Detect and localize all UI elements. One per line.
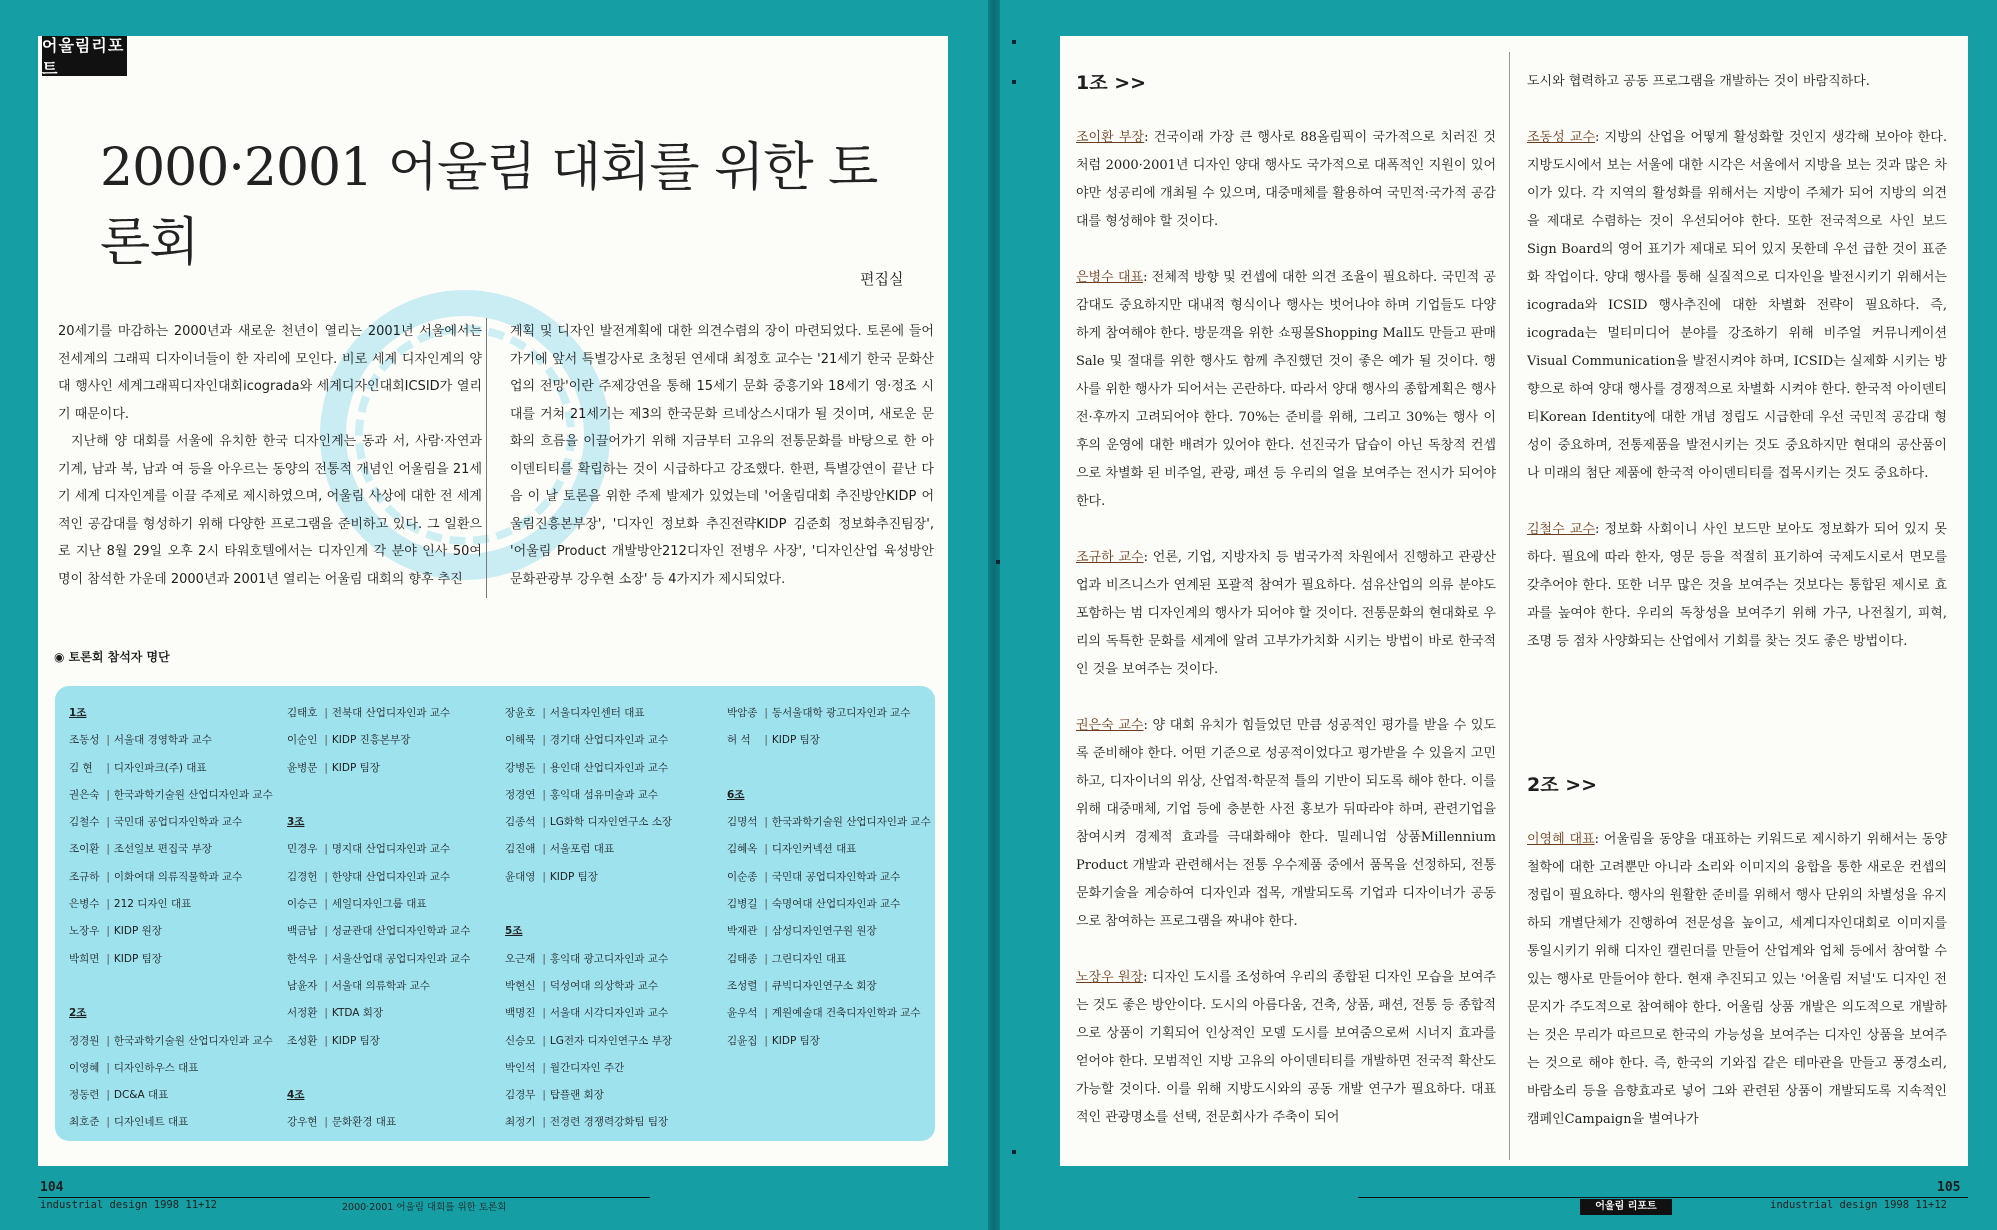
speaker-remark: : 언론, 기업, 지방자치 등 범국가적 차원에서 진행하고 관광산업과 비즈니스가 연계된 포괄적 참여가 필요하다. 섬유산업의 의류 분야도 포함하는 범 디자인계의 행사가 되어야 할 것이다. 전통문화의 현대화로 우리의 독특한 문화를 세계에 알려 고부가가치화 시키는 방법이 바로 한국적인 것을 보여주는 것이다. (1076, 550, 1496, 677)
speaker-name: 조규하 교수 (1076, 550, 1144, 565)
speaker-remark: : 건국이래 가장 큰 행사로 88올림픽이 국가적으로 치러진 것처럼 2000·2001년 디자인 양대 행사도 국가적으로 대폭적인 지원이 있어야만 성공리에 개최될 수 있으며, 대중매체를 활용하여 국민적·국가적 공감대를 형성해야 할 것이다. (1076, 130, 1496, 229)
participant-roster (55, 686, 935, 1141)
speaker-name: 노장우 원장 (1076, 970, 1144, 985)
roster-entry (69, 946, 273, 973)
separator: | (103, 843, 110, 856)
footer-magazine: industrial design 1998 11+12 (40, 1199, 218, 1211)
separator: | (761, 925, 768, 938)
speaker-remark: : 전체적 방향 및 컨셉에 대한 의견 조율이 필요하다. 국민적 공감대도 중요하지만 대내적 형식이나 행사는 벗어나야 하며 기업들도 다양하게 참여해야 한다. 방문객을 위한 쇼핑몰Shopping Mall도 만들고 판매Sale 및 절대를 위한 행사도 함께 추진했던 것이 좋은 예가 될 것이다. 행사를 위한 행사가 되어서는 곤란하다. 따라서 양대 행사의 종합계획은 행사 전·후까지 고려되어야 한다. 70%는 준비를 위해, 그리고 30%는 행사 이후의 운영에 대한 배려가 있어야 한다. 선진국가 답습이 아닌 독창적 컨셉으로 차별화 된 비주얼, 관광, 패션 등 우리의 얼을 보여주는 전시가 되어야 한다. (1076, 270, 1496, 509)
roster-entry (727, 973, 931, 1000)
speaker-name: 조동성 교수 (1527, 130, 1596, 145)
participant-affiliation: 그린디자인 대표 (771, 952, 847, 965)
separator: | (321, 925, 328, 938)
section-tag: 어울림리포트 (42, 36, 127, 76)
separator: | (761, 870, 768, 883)
participant-name: 이승근 (287, 898, 318, 911)
separator: | (103, 816, 110, 829)
discussion-entry (1076, 964, 1496, 1132)
separator: | (761, 816, 768, 829)
roster-entry (505, 782, 672, 809)
roster-entry (287, 891, 470, 918)
participant-name: 박암종 (727, 707, 758, 719)
participant-name: 이순인 (287, 734, 318, 747)
participant-affiliation: 홍익대 광고디자인과 교수 (549, 952, 669, 965)
discussion-column-2 (1527, 68, 1947, 684)
group-label: 6조 (727, 788, 745, 801)
footer-rule (1358, 1197, 1968, 1198)
separator: | (103, 788, 110, 801)
separator: | (761, 1007, 768, 1020)
participant-affiliation: 전북대 산업디자인과 교수 (331, 707, 451, 719)
participant-affiliation: 숙명여대 산업디자인과 교수 (771, 898, 901, 911)
participant-name: 민경우 (287, 843, 318, 856)
participant-affiliation: LG화학 디자인연구소 소장 (549, 816, 672, 829)
separator: | (539, 788, 546, 801)
speaker-remark: : 어울림을 동양을 대표하는 키워드로 제시하기 위해서는 동양 철학에 대한 고려뿐만 아니라 소리와 이미지의 융합을 통한 새로운 컨셉의 정립이 필요하다. 행사의 원활한 준비를 위해서 행사 단위의 차별성을 유지하되 개별단체가 진행하여 전문성을 높이고, 세계디자인대회로 이미지를 통일시키기 위해 디자인 캘린더를 만들어 산업계와 업체 등에서 참여할 수 있는 행사로 만들어야 한다. 현재 추진되고 있는 '어울림 저널'도 디자인 전문지가 주도적으로 참여해야 한다. 어울림 상품 개발은 의도적으로 개발하는 것은 무리가 따르므로 한국의 가능성을 보여주는 디자인 상품을 보여주는 것으로 해야 한다. 즉, 한국의 기와집 같은 테마관을 만들고 풍경소리, 바람소리 등을 음향효과로 넣어 그와 관련된 상품이 개발되도록 지속적인 캠페인Campaign을 벌여나가 (1527, 832, 1947, 1127)
roster-entry (69, 1055, 273, 1082)
roster-entry (505, 1000, 672, 1027)
footer-section-label: 어울림 리포트 (1580, 1199, 1672, 1215)
participant-name: 김 현 (69, 761, 93, 774)
roster-entry (69, 755, 273, 782)
participant-name: 김윤집 (727, 1034, 758, 1047)
discussion-entry (1076, 544, 1496, 684)
discussion-entry (1527, 516, 1947, 656)
roster-entry (727, 1000, 931, 1027)
participant-affiliation: 국민대 공업디자인학과 교수 (113, 816, 243, 829)
separator: | (539, 734, 546, 747)
roster-entry (727, 836, 931, 863)
roster-column (69, 700, 273, 1137)
binding-mark (1012, 80, 1016, 84)
participant-name: 김태종 (727, 952, 758, 965)
roster-entry (69, 836, 273, 863)
participant-affiliation: 한국과학기술원 산업디자인과 교수 (771, 816, 931, 829)
participant-affiliation: DC&A 대표 (113, 1089, 169, 1102)
participant-name: 최정기 (505, 1116, 536, 1129)
separator: | (321, 843, 328, 856)
roster-entry (69, 809, 273, 836)
participant-name: 한석우 (287, 952, 318, 965)
separator: | (103, 952, 110, 965)
participant-name: 조동성 (69, 734, 100, 747)
participant-name: 신승모 (505, 1034, 536, 1047)
roster-spacer (287, 1055, 470, 1082)
column-divider (1509, 52, 1510, 1160)
binding-mark (1012, 40, 1016, 44)
participant-name: 정경원 (69, 1034, 100, 1047)
participant-name: 백명진 (505, 1007, 536, 1020)
participant-name: 오근재 (505, 952, 536, 965)
separator: | (321, 1116, 328, 1129)
group-label: 1조 (69, 707, 87, 719)
discussion-entry (1076, 264, 1496, 516)
participant-name: 정경연 (505, 788, 536, 801)
separator: | (321, 898, 328, 911)
roster-entry (287, 918, 470, 945)
roster-column (287, 700, 470, 1137)
participant-name: 윤병문 (287, 761, 318, 774)
roster-entry (505, 1028, 672, 1055)
separator: | (103, 1061, 110, 1074)
participant-affiliation: 용인대 산업디자인과 교수 (549, 761, 669, 774)
roster-heading: ◉ 토론회 참석자 명단 (54, 650, 170, 664)
footer-article-title: 2000·2001 어울림 대회를 위한 토론회 (342, 1202, 507, 1213)
group-1-heading: 1조 >> (1076, 72, 1147, 94)
separator: | (103, 1089, 110, 1102)
participant-name: 허 석 (727, 734, 751, 747)
roster-entry (505, 946, 672, 973)
separator: | (761, 979, 768, 992)
participant-name: 김병길 (727, 898, 758, 911)
intro-paragraph: 20세기를 마감하는 2000년과 새로운 천년이 열리는 2001년 서울에서는 전세계의 그래픽 디자이너들이 한 자리에 모인다. 비로 세계 디자인계의 양대 행사인 세계그래픽디자인대회icograda와 세계디자인대회ICSID가 열리기 때문이다. (58, 324, 482, 422)
roster-entry (287, 1028, 470, 1055)
roster-entry (69, 1109, 273, 1136)
participant-name: 이해묵 (505, 734, 536, 747)
participant-name: 박희면 (69, 952, 100, 965)
participant-affiliation: 서울대 경영학과 교수 (113, 734, 212, 747)
roster-entry (727, 946, 931, 973)
roster-entry (69, 782, 273, 809)
speaker-remark: 도시와 협력하고 공동 프로그램을 개발하는 것이 바람직하다. (1527, 74, 1870, 89)
separator: | (539, 1116, 546, 1129)
roster-entry (727, 700, 931, 727)
participant-name: 김명석 (727, 816, 758, 829)
participant-affiliation: 한국과학기술원 산업디자인과 교수 (113, 1034, 273, 1047)
participant-affiliation: 서울디자인센터 대표 (549, 707, 645, 719)
participant-affiliation: 디자인네트 대표 (113, 1116, 189, 1129)
participant-name: 남윤자 (287, 979, 318, 992)
discussion-entry (1527, 124, 1947, 488)
binding-mark (1012, 1150, 1016, 1154)
participant-affiliation: 세일디자인그룹 대표 (331, 898, 427, 911)
roster-entry (505, 836, 672, 863)
participant-name: 은병수 (69, 898, 100, 911)
participant-name: 김태호 (287, 707, 318, 719)
roster-group-label (69, 1000, 273, 1027)
participant-name: 박재관 (727, 925, 758, 938)
participant-affiliation: 서울대 의류학과 교수 (331, 979, 430, 992)
participant-name: 조이환 (69, 843, 100, 856)
participant-affiliation: 이화여대 의류직물학과 교수 (113, 870, 243, 883)
roster-entry (727, 809, 931, 836)
participant-affiliation: 212 디자인 대표 (113, 898, 192, 911)
participant-affiliation: 덕성여대 의상학과 교수 (549, 979, 658, 992)
roster-entry (69, 1028, 273, 1055)
roster-spacer (505, 891, 672, 918)
separator: | (321, 979, 328, 992)
participant-affiliation: KIDP 팀장 (549, 870, 598, 883)
separator: | (761, 952, 768, 965)
group-label: 3조 (287, 816, 305, 829)
participant-affiliation: 전경련 경쟁력강화팀 팀장 (549, 1116, 669, 1129)
roster-entry (287, 836, 470, 863)
separator: | (539, 870, 546, 883)
participant-name: 김혜옥 (727, 843, 758, 856)
discussion-entry (1527, 826, 1947, 1134)
roster-entry (287, 864, 470, 891)
discussion-column-1 (1076, 124, 1496, 1160)
page-title: 2000·2001 어울림 대회를 위한 토론회 (100, 138, 878, 273)
participant-affiliation: 디자인하우스 대표 (113, 1061, 199, 1074)
roster-column (727, 700, 931, 1055)
participant-name: 김철수 (69, 816, 100, 829)
roster-entry (505, 1055, 672, 1082)
group-label: 4조 (287, 1089, 305, 1102)
participant-name: 최호준 (69, 1116, 100, 1129)
separator: | (761, 1034, 768, 1047)
participant-affiliation: 명지대 산업디자인과 교수 (331, 843, 451, 856)
separator: | (539, 707, 546, 719)
participant-name: 조성렬 (727, 979, 758, 992)
speaker-name: 이영혜 대표 (1527, 832, 1595, 847)
participant-affiliation: 성균관대 산업디자인학과 교수 (331, 925, 471, 938)
roster-entry (505, 1082, 672, 1109)
participant-affiliation: 서울산업대 공업디자인과 교수 (331, 952, 471, 965)
roster-entry (69, 891, 273, 918)
discussion-entry (1527, 68, 1947, 96)
participant-affiliation: 계원예술대 건축디자인학과 교수 (771, 1007, 921, 1020)
roster-entry (69, 864, 273, 891)
speaker-remark: : 디자인 도시를 조성하여 우리의 종합된 디자인 모습을 보여주는 것도 좋은 방안이다. 도시의 아름다움, 건축, 상품, 패션, 전통 등 종합적으로 상품이 기획되어 인상적인 모델 도시를 보여줌으로써 시너지 효과를 얻어야 한다. 모범적인 지방 고유의 아이덴티티를 개발하면 전국적 확산도 가능할 것이다. 이를 위해 지방도시와의 공동 개발 연구가 필요하다. 대표적인 관광명소를 선택, 전문회사가 주축이 되어 (1076, 970, 1496, 1125)
participant-affiliation: 큐빅디자인연구소 회장 (771, 979, 877, 992)
participant-affiliation: LG전자 디자인연구소 부장 (549, 1034, 672, 1047)
separator: | (321, 734, 328, 747)
participant-affiliation: 한국과학기술원 산업디자인과 교수 (113, 788, 273, 801)
participant-name: 조성환 (287, 1034, 318, 1047)
roster-entry (727, 1028, 931, 1055)
separator: | (761, 843, 768, 856)
participant-name: 조규하 (69, 870, 100, 883)
participant-name: 김종석 (505, 816, 536, 829)
roster-group-label (505, 918, 672, 945)
separator: | (539, 761, 546, 774)
participant-name: 김경무 (505, 1089, 536, 1102)
roster-entry (505, 864, 672, 891)
separator: | (761, 734, 768, 747)
participant-name: 백금남 (287, 925, 318, 938)
roster-entry (287, 1000, 470, 1027)
participant-affiliation: 삼성디자인연구원 원장 (771, 925, 877, 938)
participant-affiliation: 한양대 산업디자인과 교수 (331, 870, 451, 883)
group-label: 2조 (69, 1007, 87, 1020)
participant-name: 강우현 (287, 1116, 318, 1129)
separator: | (103, 1034, 110, 1047)
roster-group-label (69, 700, 273, 727)
page-number: 104 (40, 1180, 64, 1195)
discussion-entry (1076, 124, 1496, 236)
book-gutter (988, 0, 1000, 1230)
intro-column-2 (510, 318, 934, 593)
participant-affiliation: 경기대 산업디자인과 교수 (549, 734, 669, 747)
roster-entry (727, 864, 931, 891)
intro-paragraph: 지난해 양 대회를 서울에 유치한 한국 디자인계는 동과 서, 사람·자연과 기계, 남과 북, 남과 여 등을 아우르는 동양의 전통적 개념인 어울림을 21세기 세계 디자인계를 이끌 주제로 제시하였으며, 어울림 사상에 대한 전 세계적인 공감대를 형성하기 위해 다양한 프로그램을 준비하고 있다. 그 일환으로 지난 8월 29일 오후 2시 타워호텔에서는 디자인계 각 분야 인사 50여 명이 참석한 가운데 2000년과 2001년 열리는 어울림 대회의 향후 추진 (58, 434, 482, 587)
roster-spacer (727, 755, 931, 782)
separator: | (539, 1007, 546, 1020)
group-2-heading: 2조 >> (1527, 774, 1598, 796)
roster-entry (287, 727, 470, 754)
separator: | (103, 761, 110, 774)
separator: | (321, 1034, 328, 1047)
roster-entry (287, 946, 470, 973)
footer-magazine: industrial design 1998 11+12 (1770, 1199, 1948, 1211)
separator: | (321, 761, 328, 774)
participant-name: 권은숙 (69, 788, 100, 801)
discussion-entry (1076, 712, 1496, 936)
roster-column (505, 700, 672, 1137)
roster-entry (69, 727, 273, 754)
separator: | (321, 1007, 328, 1020)
speaker-remark: : 양 대회 유치가 힘들었던 만큼 성공적인 평가를 받을 수 있도록 준비해야 한다. 어떤 기준으로 성공적이었다고 평가받을 수 있을지 고민하고, 디자이너의 위상, 산업적·학문적 틀의 기반이 되도록 해야 한다. 이를 위해 대중매체, 기업 등에 충분한 사전 홍보가 뒤따라야 하며, 관련기업을 참여시켜 경제적 효과를 극대화해야 한다. 밀레니엄 상품Millennium Product 개발과 관련해서는 전통 우수제품 중에서 품목을 선정하되, 전통 문화기술을 계승하여 디자인과 접목, 개발되도록 기업과 디자이너가 공동으로 참여하는 프로그램을 짜내야 한다. (1076, 718, 1496, 929)
participant-name: 윤대영 (505, 870, 536, 883)
participant-name: 강병돈 (505, 761, 536, 774)
participant-affiliation: KIDP 팀장 (331, 761, 380, 774)
separator: | (539, 1089, 546, 1102)
participant-name: 서정환 (287, 1007, 318, 1020)
intro-paragraph: 계획 및 디자인 발전계획에 대한 의견수렴의 장이 마련되었다. 토론에 들어가기에 앞서 특별강사로 초청된 연세대 최정호 교수는 '21세기 한국 문화산업의 전망'이란 주제강연을 통해 15세기 문화 중흥기와 18세기 영·정조 시대를 거쳐 21세기는 제3의 한국문화 르네상스시대가 될 것이며, 새로운 문화의 흐름을 이끌어가기 위해 지금부터 고유의 전통문화를 바탕으로 한 아이덴티티를 확립하는 것이 시급하다고 강조했다. 한편, 특별강연이 끝난 다음 이 날 토론을 위한 주제 발제가 있었는데 '어울림대회 추진방안KIDP 어울림진흥본부장', '디자인 정보화 추진전략KIDP 김준회 정보화추진팀장', '어울림 Product 개발방안212디자인 전병우 사장', '디자인산업 육성방안문화관광부 강우현 소장' 등 4가지가 제시되었다. (510, 324, 934, 587)
roster-entry (505, 755, 672, 782)
byline: 편집실 (860, 270, 904, 288)
participant-name: 김진애 (505, 843, 536, 856)
participant-affiliation: 서울포럼 대표 (549, 843, 615, 856)
separator: | (321, 707, 328, 719)
participant-name: 박현신 (505, 979, 536, 992)
intro-column-1 (58, 318, 482, 593)
separator: | (539, 1061, 546, 1074)
participant-name: 이영혜 (69, 1061, 100, 1074)
participant-affiliation: 디자인커넥션 대표 (771, 843, 857, 856)
separator: | (761, 898, 768, 911)
separator: | (539, 816, 546, 829)
speaker-remark: : 지방의 산업을 어떻게 활성화할 것인지 생각해 보아야 한다. 지방도시에서 보는 서울에 대한 시각은 서울에서 지방을 보는 것과 많은 차이가 있다. 각 지역의 활성화를 위해서는 지방이 주체가 되어 지방의 의견을 제대로 수렴하는 것이 우선되어야 한다. 또한 전국적으로 사인 보드Sign Board의 영어 표기가 제대로 되어 있지 못한데 우선 급한 것이 표준화 작업이다. 양대 행사를 통해 실질적으로 디자인을 발전시키기 위해서는 icograda와 ICSID 행사추진에 대한 차별화 전략이 필요하다. 즉, icograda는 멀티미디어 분야를 강조하기 위해 비주얼 커뮤니케이션Visual Communication을 발전시켜야 하며, ICSID는 실제화 시키는 방향으로 하여 양대 행사를 경쟁적으로 차별화 시켜야 한다. 한국적 아이덴티티Korean Identity에 대한 개념 정립도 시급한데 우선 국민적 공감대 형성이 중요하며, 전통제품을 발전시키는 것도 중요하지만 현대의 공산품이나 미래의 첨단 제품에 한국적 아이덴티티를 접목시키는 것도 중요하다. (1527, 130, 1947, 481)
participant-affiliation: KIDP 원장 (113, 925, 162, 938)
separator: | (103, 1116, 110, 1129)
participant-affiliation: 동서울대학 광고디자인과 교수 (771, 707, 911, 719)
roster-entry (727, 918, 931, 945)
roster-entry (505, 727, 672, 754)
participant-affiliation: 월간디자인 주간 (549, 1061, 625, 1074)
roster-entry (69, 918, 273, 945)
participant-name: 이순종 (727, 870, 758, 883)
roster-entry (505, 700, 672, 727)
roster-entry (505, 973, 672, 1000)
roster-entry (727, 727, 931, 754)
group-label: 5조 (505, 925, 523, 938)
participant-name: 김경헌 (287, 870, 318, 883)
speaker-name: 은병수 대표 (1076, 270, 1144, 285)
column-divider (486, 318, 487, 598)
participant-affiliation: KIDP 팀장 (771, 734, 820, 747)
separator: | (103, 870, 110, 883)
separator: | (321, 952, 328, 965)
separator: | (103, 734, 110, 747)
participant-affiliation: KTDA 회장 (331, 1007, 384, 1020)
roster-group-label (287, 809, 470, 836)
participant-affiliation: KIDP 팀장 (113, 952, 162, 965)
separator: | (321, 870, 328, 883)
footer-rule (38, 1197, 650, 1198)
participant-affiliation: KIDP 진흥본부장 (331, 734, 411, 747)
participant-affiliation: 홍익대 섬유미술과 교수 (549, 788, 658, 801)
roster-spacer (69, 973, 273, 1000)
participant-name: 노장우 (69, 925, 100, 938)
roster-entry (287, 973, 470, 1000)
participant-name: 윤우석 (727, 1007, 758, 1020)
speaker-remark: : 정보화 사회이니 사인 보드만 보아도 정보화가 되어 있지 못하다. 필요에 따라 한자, 영문 등을 적절히 표기하여 국제도시로서 면모를 갖추어야 한다. 또한 너무 많은 것을 보여주는 것보다는 통합된 제시로 효과를 높여야 한다. 우리의 독창성을 보여주기 위해 가구, 나전칠기, 피혁, 조명 등 점차 사양화되는 산업에서 기회를 찾는 것도 좋은 방법이다. (1527, 522, 1947, 649)
participant-affiliation: KIDP 팀장 (331, 1034, 380, 1047)
participant-affiliation: 문화환경 대표 (331, 1116, 397, 1129)
discussion-column-3 (1527, 826, 1947, 1162)
speaker-name: 권은숙 교수 (1076, 718, 1144, 733)
roster-group-label (287, 1082, 470, 1109)
speaker-name: 김철수 교수 (1527, 522, 1595, 537)
binding-mark (996, 560, 1000, 564)
separator: | (103, 898, 110, 911)
speaker-name: 조이환 부장 (1076, 130, 1145, 145)
roster-spacer (287, 782, 470, 809)
page-number: 105 (1937, 1180, 1961, 1195)
separator: | (539, 843, 546, 856)
participant-affiliation: 서울대 시각디자인과 교수 (549, 1007, 669, 1020)
separator: | (761, 707, 768, 719)
participant-affiliation: 디자인파크(주) 대표 (113, 761, 207, 774)
separator: | (539, 979, 546, 992)
roster-entry (287, 1109, 470, 1136)
separator: | (539, 952, 546, 965)
separator: | (539, 1034, 546, 1047)
participant-name: 정동련 (69, 1089, 100, 1102)
roster-entry (505, 809, 672, 836)
roster-entry (287, 755, 470, 782)
participant-affiliation: 조선일보 편집국 부장 (113, 843, 212, 856)
participant-name: 박인석 (505, 1061, 536, 1074)
participant-affiliation: 국민대 공업디자인학과 교수 (771, 870, 901, 883)
participant-affiliation: 탑플랜 회장 (549, 1089, 604, 1102)
separator: | (103, 925, 110, 938)
participant-name: 장윤호 (505, 707, 536, 719)
roster-entry (505, 1109, 672, 1136)
participant-affiliation: KIDP 팀장 (771, 1034, 820, 1047)
roster-entry (287, 700, 470, 727)
roster-entry (69, 1082, 273, 1109)
roster-entry (727, 891, 931, 918)
roster-group-label (727, 782, 931, 809)
